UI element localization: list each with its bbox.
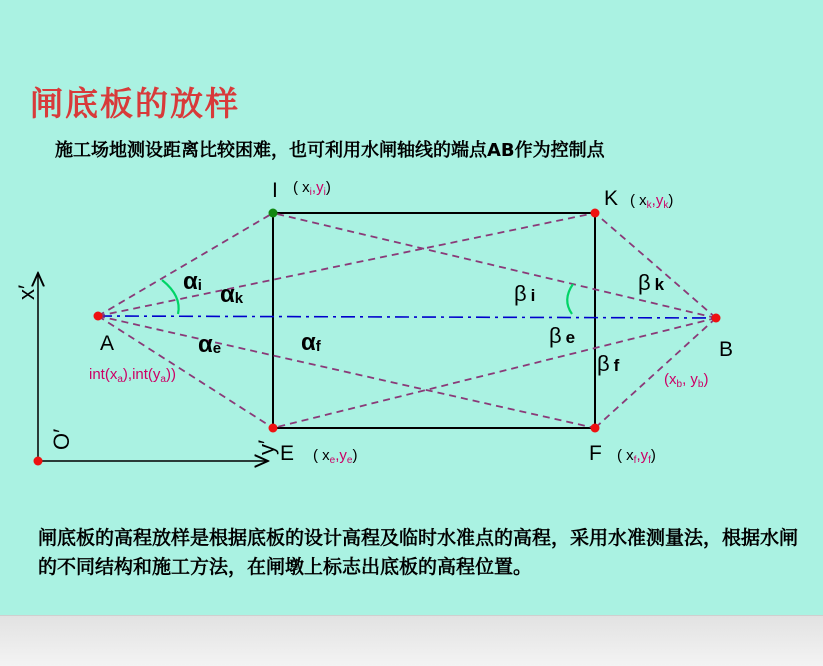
angle-alpha-f: αf (301, 329, 321, 356)
angle-alpha-k: αk (220, 281, 244, 308)
alpha-i-arc (162, 280, 179, 314)
angle-alpha-i: αi (183, 268, 202, 295)
coord-b: ($x_b$, $y_b$) (664, 371, 709, 390)
sight-line-b-e (273, 318, 716, 428)
coord-k: ( $x_k,y_k$) (630, 192, 674, 211)
point-b (712, 314, 721, 323)
point-i (269, 209, 278, 218)
angle-beta-e: β e (549, 323, 576, 348)
sight-line-b-k (595, 213, 716, 318)
point-a (94, 312, 103, 321)
description-paragraph: 闸底板的高程放样是根据底板的设计高程及临时水准点的高程，采用水准测量法，根据水闸的不同结构和施工方法，在闸墩上标志出底板的高程位置。 (38, 527, 799, 578)
vertical-axis-label: x′ (14, 284, 39, 300)
beta-i-arc (567, 284, 573, 314)
sluice-axis-ab (98, 316, 716, 318)
angle-beta-i: β i (514, 281, 536, 306)
sluice-floor-rectangle (273, 213, 595, 428)
coord-a: $int(x_a),int(y_a)$) (89, 366, 176, 385)
label-i: I (272, 179, 278, 202)
label-e: E (280, 442, 295, 465)
coord-f: ( $x_f,y_f$) (617, 447, 656, 466)
angle-alpha-e: αe (198, 331, 222, 358)
sight-line-a-i (98, 213, 273, 316)
angle-beta-k: β k (638, 270, 665, 295)
origin-label: O′ (49, 428, 74, 450)
slide-subtitle: 施工场地测设距离比较困难，也可利用水闸轴线的端点AB作为控制点 (55, 140, 605, 161)
horizontal-axis-label: y′ (254, 439, 279, 455)
angle-beta-f: β f (597, 351, 620, 376)
label-b: B (719, 338, 734, 361)
coord-i: ( $x_i,y_i$) (293, 179, 331, 198)
label-k: K (604, 187, 619, 210)
slide-title: 闸底板的放样 (30, 84, 240, 123)
point-k (591, 209, 600, 218)
label-a: A (100, 332, 115, 355)
origin-point (34, 457, 43, 466)
sight-lines (98, 213, 716, 428)
coord-e: ( $x_e,y_e$) (313, 447, 358, 466)
point-e (269, 424, 278, 433)
point-f (591, 424, 600, 433)
label-f: F (589, 442, 602, 465)
